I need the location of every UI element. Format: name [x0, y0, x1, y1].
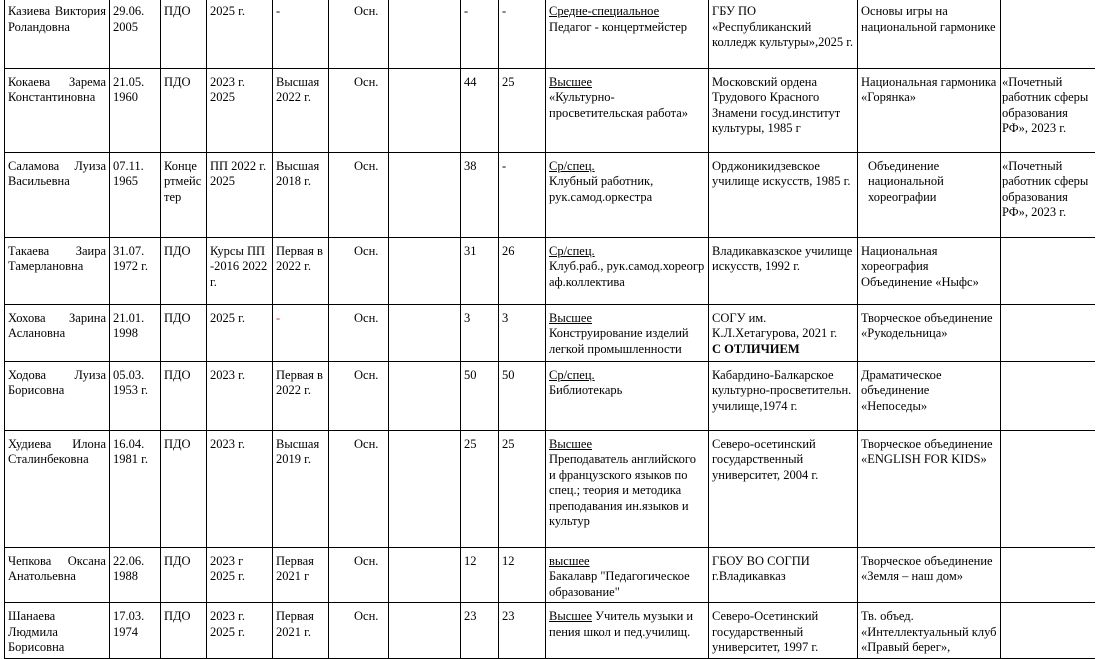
table-row: [5, 68, 1095, 152]
cell-award: [1001, 237, 1095, 304]
cell-exp-ped: 25: [499, 430, 546, 547]
table-row: [5, 603, 1095, 659]
cell-education: [546, 430, 709, 547]
cell-name: Худиева Илона Сталинбековна: [5, 430, 110, 547]
cell-name: Чепкова Оксана Анатольевна: [5, 547, 110, 603]
cell-position: Концертмейстер: [161, 152, 207, 237]
cell-exp-total: 12: [461, 547, 499, 603]
cell-institution: [709, 430, 858, 547]
institution-text: Северо-Осетинский государственный университет, 1997 г.: [712, 609, 819, 654]
institution-text: Московский ордена Трудового Красного Знамени госуд.институт культуры, 1985 г: [712, 74, 841, 135]
table-row: [5, 361, 1095, 430]
cell-association: Творческое объединение «ENGLISH FOR KIDS»: [858, 430, 1001, 547]
education-level: высшее: [549, 553, 590, 568]
cell-exp-total: 23: [461, 603, 499, 659]
cell-award: «Почетный работник сферы образования РФ», 2023 г.: [1001, 152, 1095, 237]
education-specialty: Клубный работник, рук.самод.оркестра: [549, 174, 654, 204]
education-level: Средне-специальное: [549, 4, 660, 18]
cell-courses: 2023 г.: [207, 361, 273, 430]
cell-award: [1001, 304, 1095, 361]
cell-institution: [709, 68, 858, 152]
cell-employment: Осн.: [329, 304, 389, 361]
cell-exp-total: -: [461, 0, 499, 68]
table-row: [5, 547, 1095, 603]
education-specialty: Учитель музыки и пения школ и пед.училищ.: [549, 609, 694, 639]
cell-exp-ped: 50: [499, 361, 546, 430]
cell-name: Шанаева Людмила Борисовна: [5, 603, 110, 659]
cell-education: [546, 0, 709, 68]
cell-category: Высшая 2019 г.: [273, 430, 329, 547]
cell-blank: [389, 304, 461, 361]
cell-courses: 2023 г.: [207, 430, 273, 547]
cell-exp-total: 25: [461, 430, 499, 547]
cell-courses: 2023 г. 2025 г.: [207, 603, 273, 659]
cell-education: [546, 237, 709, 304]
cell-birth: 22.06. 1988: [110, 547, 161, 603]
cell-institution: [709, 152, 858, 237]
education-specialty: Клуб.раб., рук.самод.хореограф.коллективa: [549, 259, 705, 289]
table-row: [5, 152, 1095, 237]
cell-exp-ped: -: [499, 0, 546, 68]
table-row: [5, 304, 1095, 361]
cell-institution: [709, 237, 858, 304]
cell-name: Саламова Луиза Васильевна: [5, 152, 110, 237]
cell-exp-ped: -: [499, 152, 546, 237]
institution-text: Северо-осетинский государственный университет, 2004 г.: [712, 436, 819, 482]
cell-exp-total: 38: [461, 152, 499, 237]
institution-text: ГБОУ ВО СОГПИ г.Владикавказ: [712, 553, 810, 583]
cell-position: ПДО: [161, 361, 207, 430]
cell-category: -: [273, 304, 329, 361]
cell-exp-total: 50: [461, 361, 499, 430]
cell-education: [546, 361, 709, 430]
education-level: Высшее: [549, 310, 593, 325]
cell-employment: Осн.: [329, 68, 389, 152]
cell-birth: 29.06. 2005: [110, 0, 161, 68]
cell-blank: [389, 152, 461, 237]
cell-association: Национальная хореография Объединение «Ныфс»: [858, 237, 1001, 304]
cell-association: Национальная гармоника «Горянка»: [858, 68, 1001, 152]
institution-text: ГБУ ПО «Республиканский колледж культуры»,2025 г.: [712, 4, 854, 49]
cell-name: Хохова Зарина Аслановна: [5, 304, 110, 361]
education-specialty: «Культурно-просветительская работа»: [549, 90, 689, 120]
cell-association: Основы игры на национальной гармонике: [858, 0, 1001, 68]
institution-text: Орджоникидзевское училище искусств, 1985 г.: [712, 158, 851, 188]
education-level: Ср/спец.: [549, 158, 595, 173]
cell-blank: [389, 603, 461, 659]
cell-category: Первая в 2022 г.: [273, 361, 329, 430]
cell-category: Высшая 2022 г.: [273, 68, 329, 152]
cell-category: -: [273, 0, 329, 68]
cell-birth: 05.03. 1953 г.: [110, 361, 161, 430]
table-row: [5, 430, 1095, 547]
cell-position: ПДО: [161, 237, 207, 304]
cell-award: «Почетный работник сферы образования РФ», 2023 г.: [1001, 68, 1095, 152]
cell-employment: Осн.: [329, 430, 389, 547]
table-row: [5, 237, 1095, 304]
institution-text: Кабардино-Балкарское культурно-просветительн. училище,1974 г.: [712, 367, 852, 413]
cell-blank: [389, 430, 461, 547]
education-specialty: Преподаватель английского и французского языков по спец.; теория и методика преподавания ин.языков и культур: [549, 452, 696, 528]
cell-birth: 21.01. 1998: [110, 304, 161, 361]
cell-position: ПДО: [161, 0, 207, 68]
cell-position: ПДО: [161, 68, 207, 152]
education-level: Высшее: [549, 609, 593, 623]
cell-name: Такаева Заира Тамерлановна: [5, 237, 110, 304]
education-specialty: Педагог - концертмейстер: [549, 19, 688, 34]
cell-award: [1001, 0, 1095, 68]
cell-employment: Осн.: [329, 0, 389, 68]
staff-table: [4, 0, 1095, 659]
cell-institution: [709, 547, 858, 603]
cell-institution: [709, 361, 858, 430]
cell-institution: [709, 304, 858, 361]
cell-birth: 16.04. 1981 г.: [110, 430, 161, 547]
cell-name: Казиева Виктория Роландовна: [5, 0, 110, 68]
cell-blank: [389, 68, 461, 152]
cell-exp-total: 44: [461, 68, 499, 152]
cell-employment: Осн.: [329, 603, 389, 659]
cell-association: Творческое объединение «Рукодельница»: [858, 304, 1001, 361]
cell-employment: Осн.: [329, 361, 389, 430]
institution-text: Владикавказское училище искусств, 1992 г.: [712, 243, 853, 273]
cell-employment: Осн.: [329, 152, 389, 237]
cell-category: Первая в 2022 г.: [273, 237, 329, 304]
cell-exp-ped: 3: [499, 304, 546, 361]
cell-category: Первая 2021 г: [273, 547, 329, 603]
cell-employment: Осн.: [329, 237, 389, 304]
cell-courses: 2023 г 2025 г.: [207, 547, 273, 603]
cell-exp-ped: 25: [499, 68, 546, 152]
cell-education: [546, 547, 709, 603]
cell-name: Кокаева Зарема Константиновна: [5, 68, 110, 152]
table-row: [5, 0, 1095, 68]
cell-education: [546, 68, 709, 152]
institution-text: СОГУ им. К.Л.Хетагурова, 2021 г.: [712, 310, 838, 340]
cell-exp-ped: 26: [499, 237, 546, 304]
cell-employment: Осн.: [329, 547, 389, 603]
cell-blank: [389, 361, 461, 430]
cell-position: ПДО: [161, 304, 207, 361]
cell-association: Объединение национальной хореографии: [858, 152, 1001, 237]
education-level: Высшее: [549, 436, 593, 451]
cell-exp-total: 3: [461, 304, 499, 361]
cell-blank: [389, 0, 461, 68]
cell-association: Тв. объед. «Интеллектуальный клуб «Правый берег»,: [858, 603, 1001, 659]
education-level: Ср/спец.: [549, 243, 595, 258]
cell-courses: 2025 г.: [207, 0, 273, 68]
cell-institution: [709, 0, 858, 68]
institution-honors: С ОТЛИЧИЕМ: [712, 341, 800, 356]
cell-association: Творческое объединение «Земля – наш дом»: [858, 547, 1001, 603]
cell-courses: ПП 2022 г. 2025: [207, 152, 273, 237]
education-level: Высшее: [549, 74, 593, 89]
cell-birth: 21.05. 1960: [110, 68, 161, 152]
cell-education: [546, 304, 709, 361]
education-specialty: Конструирование изделий легкой промышленности: [549, 326, 689, 356]
cell-courses: 2023 г. 2025: [207, 68, 273, 152]
cell-institution: [709, 603, 858, 659]
cell-name: Ходова Луиза Борисовна: [5, 361, 110, 430]
cell-birth: 31.07. 1972 г.: [110, 237, 161, 304]
cell-exp-ped: 23: [499, 603, 546, 659]
education-specialty: Бакалавр "Педагогическое образование": [549, 569, 690, 599]
cell-position: ПДО: [161, 430, 207, 547]
cell-blank: [389, 547, 461, 603]
cell-education: [546, 603, 709, 659]
cell-birth: 17.03. 1974: [110, 603, 161, 659]
cell-exp-total: 31: [461, 237, 499, 304]
cell-category: Высшая 2018 г.: [273, 152, 329, 237]
education-level: Ср/спец.: [549, 367, 595, 382]
cell-position: ПДО: [161, 603, 207, 659]
cell-education: [546, 152, 709, 237]
cell-award: [1001, 361, 1095, 430]
cell-association: Драматическое объединение «Непоседы»: [858, 361, 1001, 430]
cell-award: [1001, 603, 1095, 659]
cell-category: Первая 2021 г.: [273, 603, 329, 659]
cell-courses: 2025 г.: [207, 304, 273, 361]
cell-courses: Курсы ПП -2016 2022 г.: [207, 237, 273, 304]
cell-position: ПДО: [161, 547, 207, 603]
cell-birth: 07.11. 1965: [110, 152, 161, 237]
cell-award: [1001, 430, 1095, 547]
cell-exp-ped: 12: [499, 547, 546, 603]
education-specialty: Библиотекарь: [549, 383, 623, 397]
cell-blank: [389, 237, 461, 304]
cell-award: [1001, 547, 1095, 603]
